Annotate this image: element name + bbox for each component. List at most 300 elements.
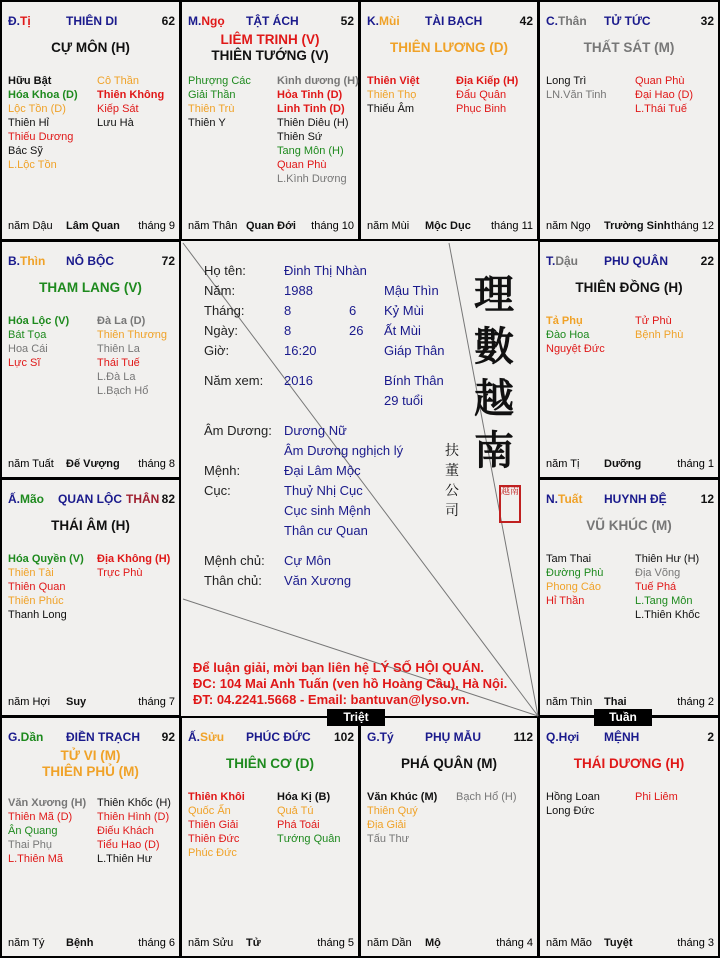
minor-star: L.Bạch Hổ bbox=[97, 385, 149, 397]
main-star: PHÁ QUÂN (M) bbox=[401, 756, 497, 771]
palace-branch: Tý bbox=[379, 730, 394, 744]
palace-age: 32 bbox=[700, 14, 714, 28]
main-stars bbox=[361, 756, 537, 772]
main-star: THIÊN PHỦ (M) bbox=[42, 764, 139, 779]
minor-star: Trực Phù bbox=[97, 567, 143, 579]
main-star: VŨ KHÚC (M) bbox=[586, 518, 672, 533]
age-value: 29 tuổi bbox=[384, 393, 424, 408]
stars-left bbox=[188, 790, 245, 860]
am-duong-value: Dương Nữ bbox=[284, 423, 347, 438]
palace-title: TẬT ÁCH bbox=[246, 14, 299, 28]
palace-month: tháng 3 bbox=[677, 937, 714, 949]
palace-name bbox=[604, 254, 668, 268]
stars-right bbox=[97, 74, 164, 130]
stars-right bbox=[635, 552, 700, 622]
palace-stage: Thai bbox=[604, 696, 627, 708]
year-label: Năm: bbox=[204, 283, 236, 298]
main-star: TỬ VI (M) bbox=[60, 748, 121, 763]
main-star: THIÊN ĐỒNG (H) bbox=[575, 280, 683, 295]
palace-header bbox=[546, 492, 714, 508]
minor-star: Thiên Khốc (H) bbox=[97, 797, 171, 809]
palace-year: năm Thìn bbox=[546, 696, 593, 708]
palace-stage: Quan Đới bbox=[246, 220, 296, 232]
palace-stage: Mộc Dục bbox=[425, 220, 471, 232]
stars-right bbox=[277, 790, 341, 846]
minor-star: Thái Tuế bbox=[97, 357, 140, 369]
palace-Tý[interactable] bbox=[359, 716, 539, 958]
palace-stem: G. bbox=[8, 730, 21, 744]
stars-right bbox=[277, 74, 359, 186]
minor-star: Phục Binh bbox=[456, 103, 507, 115]
palace-header bbox=[546, 254, 714, 270]
palace-footer bbox=[367, 937, 533, 951]
minor-star: Quan Phù bbox=[635, 75, 685, 87]
minor-star: Lực Sĩ bbox=[8, 357, 41, 369]
stars-left bbox=[546, 790, 600, 818]
minor-star: Thiên Hỉ bbox=[8, 117, 49, 129]
main-star: THÁI ÂM (H) bbox=[51, 518, 130, 533]
palace-footer bbox=[188, 937, 354, 951]
palace-year: năm Tuất bbox=[8, 458, 54, 470]
day-solar: 8 bbox=[284, 323, 292, 338]
palace-name bbox=[58, 492, 159, 506]
minor-star: L.Thái Tuế bbox=[635, 103, 687, 115]
palace-name bbox=[604, 492, 667, 506]
minor-star: Giải Thần bbox=[188, 89, 236, 101]
tuan-tag: Tuần bbox=[594, 709, 652, 726]
palace-age: 52 bbox=[340, 14, 354, 28]
palace-title: HUYNH ĐỆ bbox=[604, 492, 667, 506]
contact-line-1: Để luận giải, mời bạn liên hệ LÝ SỐ HỘI QUÁN. bbox=[193, 660, 484, 675]
minor-star: Thiên Mã (D) bbox=[8, 811, 73, 823]
minor-star: Văn Xương (H) bbox=[8, 797, 87, 809]
palace-Dần[interactable] bbox=[0, 716, 181, 958]
palace-name bbox=[66, 254, 114, 268]
main-stars bbox=[2, 40, 179, 56]
minor-star: Thiên Không bbox=[97, 89, 165, 101]
minor-star: Thiên Giải bbox=[188, 819, 239, 831]
palace-month: tháng 10 bbox=[311, 220, 354, 232]
minor-star: Bạch Hổ (H) bbox=[456, 791, 517, 803]
palace-header bbox=[188, 730, 354, 746]
palace-footer bbox=[8, 458, 175, 472]
palace-stage: Dưỡng bbox=[604, 458, 642, 470]
minor-star: L.Đà La bbox=[97, 371, 136, 383]
minor-star: Ân Quang bbox=[8, 825, 58, 837]
menh-label: Mệnh: bbox=[204, 463, 241, 478]
minor-star: Thiên Y bbox=[188, 117, 226, 129]
palace-title: ĐIỀN TRẠCH bbox=[66, 730, 140, 744]
palace-year: năm Tý bbox=[8, 937, 45, 949]
stars-left bbox=[546, 314, 605, 356]
minor-star: Hóa Quyền (V) bbox=[8, 553, 84, 565]
palace-branch: Hợi bbox=[558, 730, 580, 744]
palace-year: năm Hợi bbox=[8, 696, 51, 708]
minor-star: Thanh Long bbox=[8, 609, 67, 621]
palace-year: năm Dậu bbox=[8, 220, 53, 232]
than-chu-label: Thân chủ: bbox=[204, 573, 262, 588]
am-duong-label: Âm Dương: bbox=[204, 423, 272, 438]
minor-star: Đẩu Quân bbox=[456, 89, 507, 101]
palace-month: tháng 4 bbox=[496, 937, 533, 949]
palace-stem: M. bbox=[188, 14, 202, 28]
palace-year: năm Tị bbox=[546, 458, 580, 470]
minor-star: Quả Tú bbox=[277, 805, 314, 817]
palace-stem-branch bbox=[546, 14, 587, 28]
palace-stage: Trường Sinh bbox=[604, 220, 671, 232]
main-stars bbox=[361, 40, 537, 56]
palace-stem-branch bbox=[8, 492, 44, 506]
minor-star: Thiên Việt bbox=[367, 75, 420, 87]
minor-star: Hữu Bật bbox=[8, 75, 52, 87]
stars-right bbox=[635, 74, 693, 116]
main-stars bbox=[2, 748, 179, 780]
minor-star: Phượng Các bbox=[188, 75, 251, 87]
seal-stamp: 越南 bbox=[499, 485, 521, 523]
main-stars bbox=[540, 518, 718, 534]
minor-star: Địa Võng bbox=[635, 567, 681, 579]
cuc-value: Thuỷ Nhị Cục bbox=[284, 483, 363, 498]
triet-tag: Triệt bbox=[327, 709, 385, 726]
menh-chu-label: Mệnh chủ: bbox=[204, 553, 265, 568]
stars-right bbox=[97, 796, 171, 866]
palace-title: QUAN LỘC bbox=[58, 492, 122, 506]
main-star: THIÊN TƯỚNG (V) bbox=[211, 48, 329, 63]
palace-stem-branch bbox=[546, 254, 578, 268]
minor-star: Hỏa Tinh (D) bbox=[277, 89, 343, 101]
stars-right bbox=[97, 314, 167, 398]
minor-star: Thiên Quý bbox=[367, 805, 418, 817]
palace-Tuất[interactable] bbox=[538, 478, 720, 717]
minor-star: Tả Phụ bbox=[546, 315, 583, 327]
minor-star: Thiên Sứ bbox=[277, 131, 323, 143]
palace-year: năm Ngọ bbox=[546, 220, 591, 232]
palace-footer bbox=[546, 220, 714, 234]
minor-star: Thiếu Âm bbox=[367, 103, 415, 115]
palace-stem: G. bbox=[367, 730, 380, 744]
palace-footer bbox=[8, 696, 175, 710]
month-label: Tháng: bbox=[204, 303, 245, 318]
palace-stem-branch bbox=[188, 730, 224, 744]
palace-header bbox=[8, 254, 175, 270]
view-year-can-chi: Bính Thân bbox=[384, 373, 444, 388]
day-can-chi: Ất Mùi bbox=[384, 323, 421, 338]
palace-Tị[interactable] bbox=[0, 0, 181, 241]
minor-star: Tang Môn (H) bbox=[277, 145, 344, 157]
main-star: LIÊM TRINH (V) bbox=[220, 32, 320, 47]
minor-star: Hóa Kị (B) bbox=[277, 791, 331, 803]
palace-footer bbox=[188, 220, 354, 234]
palace-Mão[interactable] bbox=[0, 478, 181, 717]
palace-branch: Tị bbox=[20, 14, 31, 28]
palace-stem: Ấ. bbox=[8, 492, 20, 506]
palace-branch: Mùi bbox=[379, 14, 400, 28]
palace-stem-branch bbox=[546, 730, 579, 744]
palace-stem: T. bbox=[546, 254, 556, 268]
palace-title: PHỤ MẪU bbox=[425, 730, 481, 744]
minor-star: Đà La (D) bbox=[97, 315, 146, 327]
month-lunar: 6 bbox=[349, 303, 357, 318]
palace-age: 102 bbox=[333, 730, 354, 744]
palace-stage: Tuyệt bbox=[604, 937, 633, 949]
palace-year: năm Mão bbox=[546, 937, 592, 949]
minor-star: LN.Văn Tinh bbox=[546, 89, 607, 101]
name-value: Đinh Thị Nhàn bbox=[284, 263, 367, 278]
palace-title: PHU QUÂN bbox=[604, 254, 669, 268]
main-star: THIÊN LƯƠNG (D) bbox=[390, 40, 508, 55]
palace-year: năm Mùi bbox=[367, 220, 410, 232]
palace-header bbox=[546, 14, 714, 30]
minor-star: Tam Thai bbox=[546, 553, 592, 565]
minor-star: Tướng Quân bbox=[277, 833, 341, 845]
palace-Thìn[interactable] bbox=[0, 240, 181, 479]
palace-stem: Đ. bbox=[8, 14, 20, 28]
palace-footer bbox=[8, 937, 175, 951]
palace-year: năm Sửu bbox=[188, 937, 234, 949]
minor-star: Thiên Hư (H) bbox=[635, 553, 700, 565]
palace-header bbox=[8, 492, 175, 508]
hour-can-chi: Giáp Thân bbox=[384, 343, 445, 358]
minor-star: Quan Phù bbox=[277, 159, 327, 171]
stars-right bbox=[456, 790, 517, 804]
am-duong-note: Âm Dương nghịch lý bbox=[284, 443, 404, 458]
minor-star: Thiên Khôi bbox=[188, 791, 245, 803]
palace-age: 92 bbox=[161, 730, 175, 744]
palace-age: 112 bbox=[513, 730, 533, 744]
minor-star: Địa Giải bbox=[367, 819, 407, 831]
palace-year: năm Thân bbox=[188, 220, 238, 232]
minor-star: Tiểu Hao (D) bbox=[97, 839, 160, 851]
minor-star: Thiên Thọ bbox=[367, 89, 417, 101]
view-year-label: Năm xem: bbox=[204, 373, 264, 388]
palace-stage: Đế Vượng bbox=[66, 458, 120, 470]
palace-footer bbox=[546, 458, 714, 472]
palace-month: tháng 7 bbox=[138, 696, 175, 708]
palace-month: tháng 11 bbox=[490, 220, 533, 232]
palace-stem-branch bbox=[188, 14, 225, 28]
minor-star: Bệnh Phù bbox=[635, 329, 684, 341]
minor-star: L.Thiên Mã bbox=[8, 853, 64, 865]
minor-star: L.Thiên Hư bbox=[97, 853, 153, 865]
month-solar: 8 bbox=[284, 303, 292, 318]
menh-value: Đại Lâm Mộc bbox=[284, 463, 361, 478]
palace-branch: Ngọ bbox=[201, 14, 225, 28]
minor-star: Đại Hao (D) bbox=[635, 89, 694, 101]
minor-star: Thiên Tài bbox=[8, 567, 54, 579]
palace-Ngọ[interactable] bbox=[180, 0, 360, 241]
palace-stem-branch bbox=[546, 492, 582, 506]
stars-right bbox=[456, 74, 518, 116]
minor-star: Hóa Khoa (D) bbox=[8, 89, 78, 101]
palace-age: 62 bbox=[161, 14, 175, 28]
palace-stage: Tử bbox=[246, 937, 261, 949]
palace-title: THIÊN DI bbox=[66, 14, 118, 28]
palace-title: TỬ TỨC bbox=[604, 14, 651, 28]
palace-Sửu[interactable] bbox=[180, 716, 360, 958]
minor-star: Đào Hoa bbox=[546, 329, 590, 341]
palace-name bbox=[604, 730, 639, 744]
minor-star: L.Tang Môn bbox=[635, 595, 693, 607]
minor-star: L.Thiên Khốc bbox=[635, 609, 700, 621]
day-label: Ngày: bbox=[204, 323, 238, 338]
palace-name bbox=[425, 730, 481, 744]
main-stars bbox=[540, 280, 718, 296]
palace-footer bbox=[8, 220, 175, 234]
palace-stem-branch bbox=[367, 14, 400, 28]
hour-value: 16:20 bbox=[284, 343, 317, 358]
stars-left bbox=[8, 552, 84, 622]
year-can-chi: Mậu Thìn bbox=[384, 283, 439, 298]
palace-month: tháng 9 bbox=[138, 220, 175, 232]
minor-star: Hoa Cái bbox=[8, 343, 48, 355]
contact-address: ĐC: 104 Mai Anh Tuấn (ven hồ Hoàng Cầu), Hà Nội. bbox=[193, 676, 508, 691]
stars-left bbox=[188, 74, 251, 130]
palace-age: 22 bbox=[700, 254, 714, 268]
stars-left bbox=[367, 790, 437, 846]
minor-star: Thiên Hình (D) bbox=[97, 811, 170, 823]
stars-right bbox=[97, 552, 170, 580]
minor-star: Phá Toái bbox=[277, 819, 320, 831]
palace-stem: K. bbox=[367, 14, 379, 28]
palace-name bbox=[246, 14, 299, 28]
name-label: Họ tên: bbox=[204, 263, 246, 278]
palace-age: 2 bbox=[707, 730, 714, 744]
palace-name bbox=[246, 730, 311, 744]
palace-header bbox=[188, 14, 354, 30]
minor-star: Hồng Loan bbox=[546, 791, 600, 803]
palace-header bbox=[546, 730, 714, 746]
palace-branch: Sửu bbox=[200, 730, 225, 744]
palace-stage: Suy bbox=[66, 696, 87, 708]
palace-Hợi[interactable] bbox=[538, 716, 720, 958]
main-stars bbox=[2, 280, 179, 296]
palace-age: 42 bbox=[519, 14, 533, 28]
cuc-note-1: Cục sinh Mệnh bbox=[284, 503, 371, 518]
minor-star: Thai Phụ bbox=[8, 839, 53, 851]
minor-star: L.Kình Dương bbox=[277, 173, 347, 185]
palace-stem: C. bbox=[546, 14, 558, 28]
palace-footer bbox=[546, 937, 714, 951]
main-star: THAM LANG (V) bbox=[39, 280, 142, 295]
cuc-note-2: Thân cư Quan bbox=[284, 523, 368, 538]
minor-star: Bác Sỹ bbox=[8, 145, 43, 157]
palace-year: năm Dần bbox=[367, 937, 412, 949]
minor-star: Quốc Ấn bbox=[188, 805, 231, 817]
minor-star: Địa Kiếp (H) bbox=[456, 75, 519, 87]
main-stars bbox=[2, 518, 179, 534]
stars-left bbox=[546, 552, 603, 608]
minor-star: Địa Không (H) bbox=[97, 553, 171, 565]
palace-stem-branch bbox=[8, 730, 43, 744]
palace-stem: Q. bbox=[546, 730, 559, 744]
palace-age: 12 bbox=[700, 492, 714, 506]
minor-star: Tấu Thư bbox=[367, 833, 410, 845]
stars-left bbox=[8, 314, 69, 370]
palace-stem: Ấ. bbox=[188, 730, 200, 744]
palace-month: tháng 8 bbox=[138, 458, 175, 470]
minor-star: Thiên Phúc bbox=[8, 595, 64, 607]
minor-star: Đường Phù bbox=[546, 567, 604, 579]
palace-stem-branch bbox=[8, 254, 45, 268]
minor-star: Nguyệt Đức bbox=[546, 343, 605, 355]
palace-footer bbox=[546, 696, 714, 710]
palace-name bbox=[425, 14, 482, 28]
palace-title: TÀI BẠCH bbox=[425, 14, 483, 28]
view-year-value: 2016 bbox=[284, 373, 313, 388]
palace-name bbox=[66, 14, 117, 28]
day-lunar: 26 bbox=[349, 323, 364, 338]
palace-branch: Thìn bbox=[20, 254, 46, 268]
minor-star: Thiếu Dương bbox=[8, 131, 74, 143]
palace-name bbox=[66, 730, 140, 744]
palace-Thân[interactable] bbox=[538, 0, 720, 241]
palace-month: tháng 12 bbox=[671, 220, 714, 232]
stars-right bbox=[635, 314, 683, 342]
minor-star: Long Đức bbox=[546, 805, 595, 817]
main-star: THIÊN CƠ (D) bbox=[225, 756, 314, 771]
minor-star: Kiếp Sát bbox=[97, 103, 139, 115]
palace-header bbox=[367, 730, 533, 746]
palace-stage: Mộ bbox=[425, 937, 441, 949]
minor-star: Hỉ Thần bbox=[546, 595, 585, 607]
main-star: THẤT SÁT (M) bbox=[583, 40, 675, 55]
minor-star: Phúc Đức bbox=[188, 847, 237, 859]
palace-header bbox=[8, 730, 175, 746]
cuc-label: Cục: bbox=[204, 483, 231, 498]
month-can-chi: Kỷ Mùi bbox=[384, 303, 424, 318]
palace-Mùi[interactable] bbox=[359, 0, 539, 241]
minor-star: Bát Tọa bbox=[8, 329, 47, 341]
menh-chu-value: Cự Môn bbox=[284, 553, 331, 568]
minor-star: L.Lộc Tồn bbox=[8, 159, 57, 171]
year-value: 1988 bbox=[284, 283, 313, 298]
main-star: THÁI DƯƠNG (H) bbox=[573, 756, 685, 771]
calligraphy-logo: 理 數 越 南 bbox=[474, 271, 514, 474]
palace-branch: Dậu bbox=[555, 254, 579, 268]
minor-star: Lộc Tồn (D) bbox=[8, 103, 66, 115]
minor-star: Hóa Lộc (V) bbox=[8, 315, 70, 327]
contact-phone-email[interactable]: ĐT: 04.2241.5668 - Email: bantuvan@lyso.vn. bbox=[193, 692, 470, 707]
palace-month: tháng 2 bbox=[677, 696, 714, 708]
palace-branch: Tuất bbox=[558, 492, 583, 506]
minor-star: Văn Khúc (M) bbox=[367, 791, 438, 803]
minor-star: Phi Liêm bbox=[635, 791, 678, 803]
stars-left bbox=[546, 74, 607, 102]
palace-stage: Bệnh bbox=[66, 937, 94, 949]
minor-star: Thiên La bbox=[97, 343, 140, 355]
minor-star: Thiên Trù bbox=[188, 103, 235, 115]
stars-left bbox=[8, 74, 78, 172]
minor-star: Thiên Đức bbox=[188, 833, 240, 845]
center-info-panel bbox=[181, 241, 539, 717]
minor-star: Điếu Khách bbox=[97, 825, 154, 837]
hour-label: Giờ: bbox=[204, 343, 230, 358]
stars-left bbox=[8, 796, 86, 866]
stars-left bbox=[367, 74, 419, 116]
palace-footer bbox=[367, 220, 533, 234]
palace-stem: B. bbox=[8, 254, 20, 268]
palace-stem-branch bbox=[367, 730, 394, 744]
main-stars bbox=[540, 756, 718, 772]
palace-month: tháng 5 bbox=[317, 937, 354, 949]
minor-star: Tử Phù bbox=[635, 315, 672, 327]
palace-age: 72 bbox=[161, 254, 175, 268]
calligraphy-subtitle: 扶 董 公 司 bbox=[445, 443, 459, 519]
palace-name bbox=[604, 14, 651, 28]
stars-right bbox=[635, 790, 678, 804]
than-marker: THÂN bbox=[126, 492, 160, 506]
palace-Dậu[interactable] bbox=[538, 240, 720, 479]
